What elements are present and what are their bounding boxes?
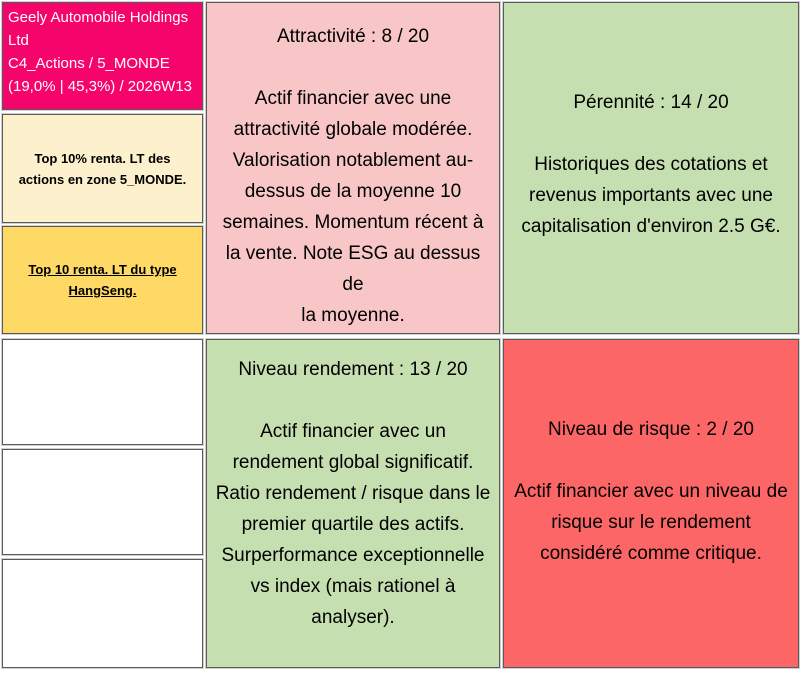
rendement-text: Actif financier avec un rendement global significatif. Ratio rendement / risque dans le premier quartile des actifs. Surperformance exceptionnelle vs index (mais rationel à analyser).	[215, 421, 491, 628]
perennite-text: Historiques des cotations et revenus importants avec une capitalisation d'environ 2.5 G€.	[521, 153, 781, 237]
top10-type-link[interactable]: Top 10 renta. LT du type HangSeng.	[28, 262, 177, 298]
top10pct-badge	[2, 114, 203, 223]
asset-name-line1: Geely Automobile Holdings	[8, 9, 189, 26]
top10-type-badge[interactable]	[2, 226, 203, 334]
empty-cell-1	[2, 339, 203, 445]
empty-cell-3	[2, 559, 203, 668]
perennite-heading: Pérennité : 14 / 20	[573, 91, 729, 113]
attractivite-panel	[206, 2, 500, 334]
attractivite-heading: Attractivité : 8 / 20	[276, 26, 430, 47]
rendement-panel	[206, 339, 500, 668]
top10pct-label: Top 10% renta. LT des actions en zone 5_MONDE.	[18, 150, 187, 187]
risque-text: Actif financier avec un niveau de risque sur le rendement considéré comme critique.	[514, 481, 788, 564]
asset-name-line2: Ltd	[8, 32, 29, 49]
asset-title-block	[2, 2, 203, 110]
attractivite-text: Actif financier avec une attractivité globale modérée. Valorisation notablement au- dessus de la moyenne 10 semaines. Momentum récent à la vente. Note ESG au dessus de la moyenne.	[222, 88, 484, 326]
asset-stats: (19,0% | 45,3%) / 2026W13	[8, 78, 192, 95]
rendement-heading: Niveau rendement : 13 / 20	[238, 359, 468, 380]
risque-panel	[503, 339, 799, 668]
perennite-panel	[503, 2, 799, 334]
empty-cell-2	[2, 449, 203, 555]
asset-category: C4_Actions / 5_MONDE	[8, 55, 170, 72]
risque-heading: Niveau de risque : 2 / 20	[548, 419, 754, 440]
